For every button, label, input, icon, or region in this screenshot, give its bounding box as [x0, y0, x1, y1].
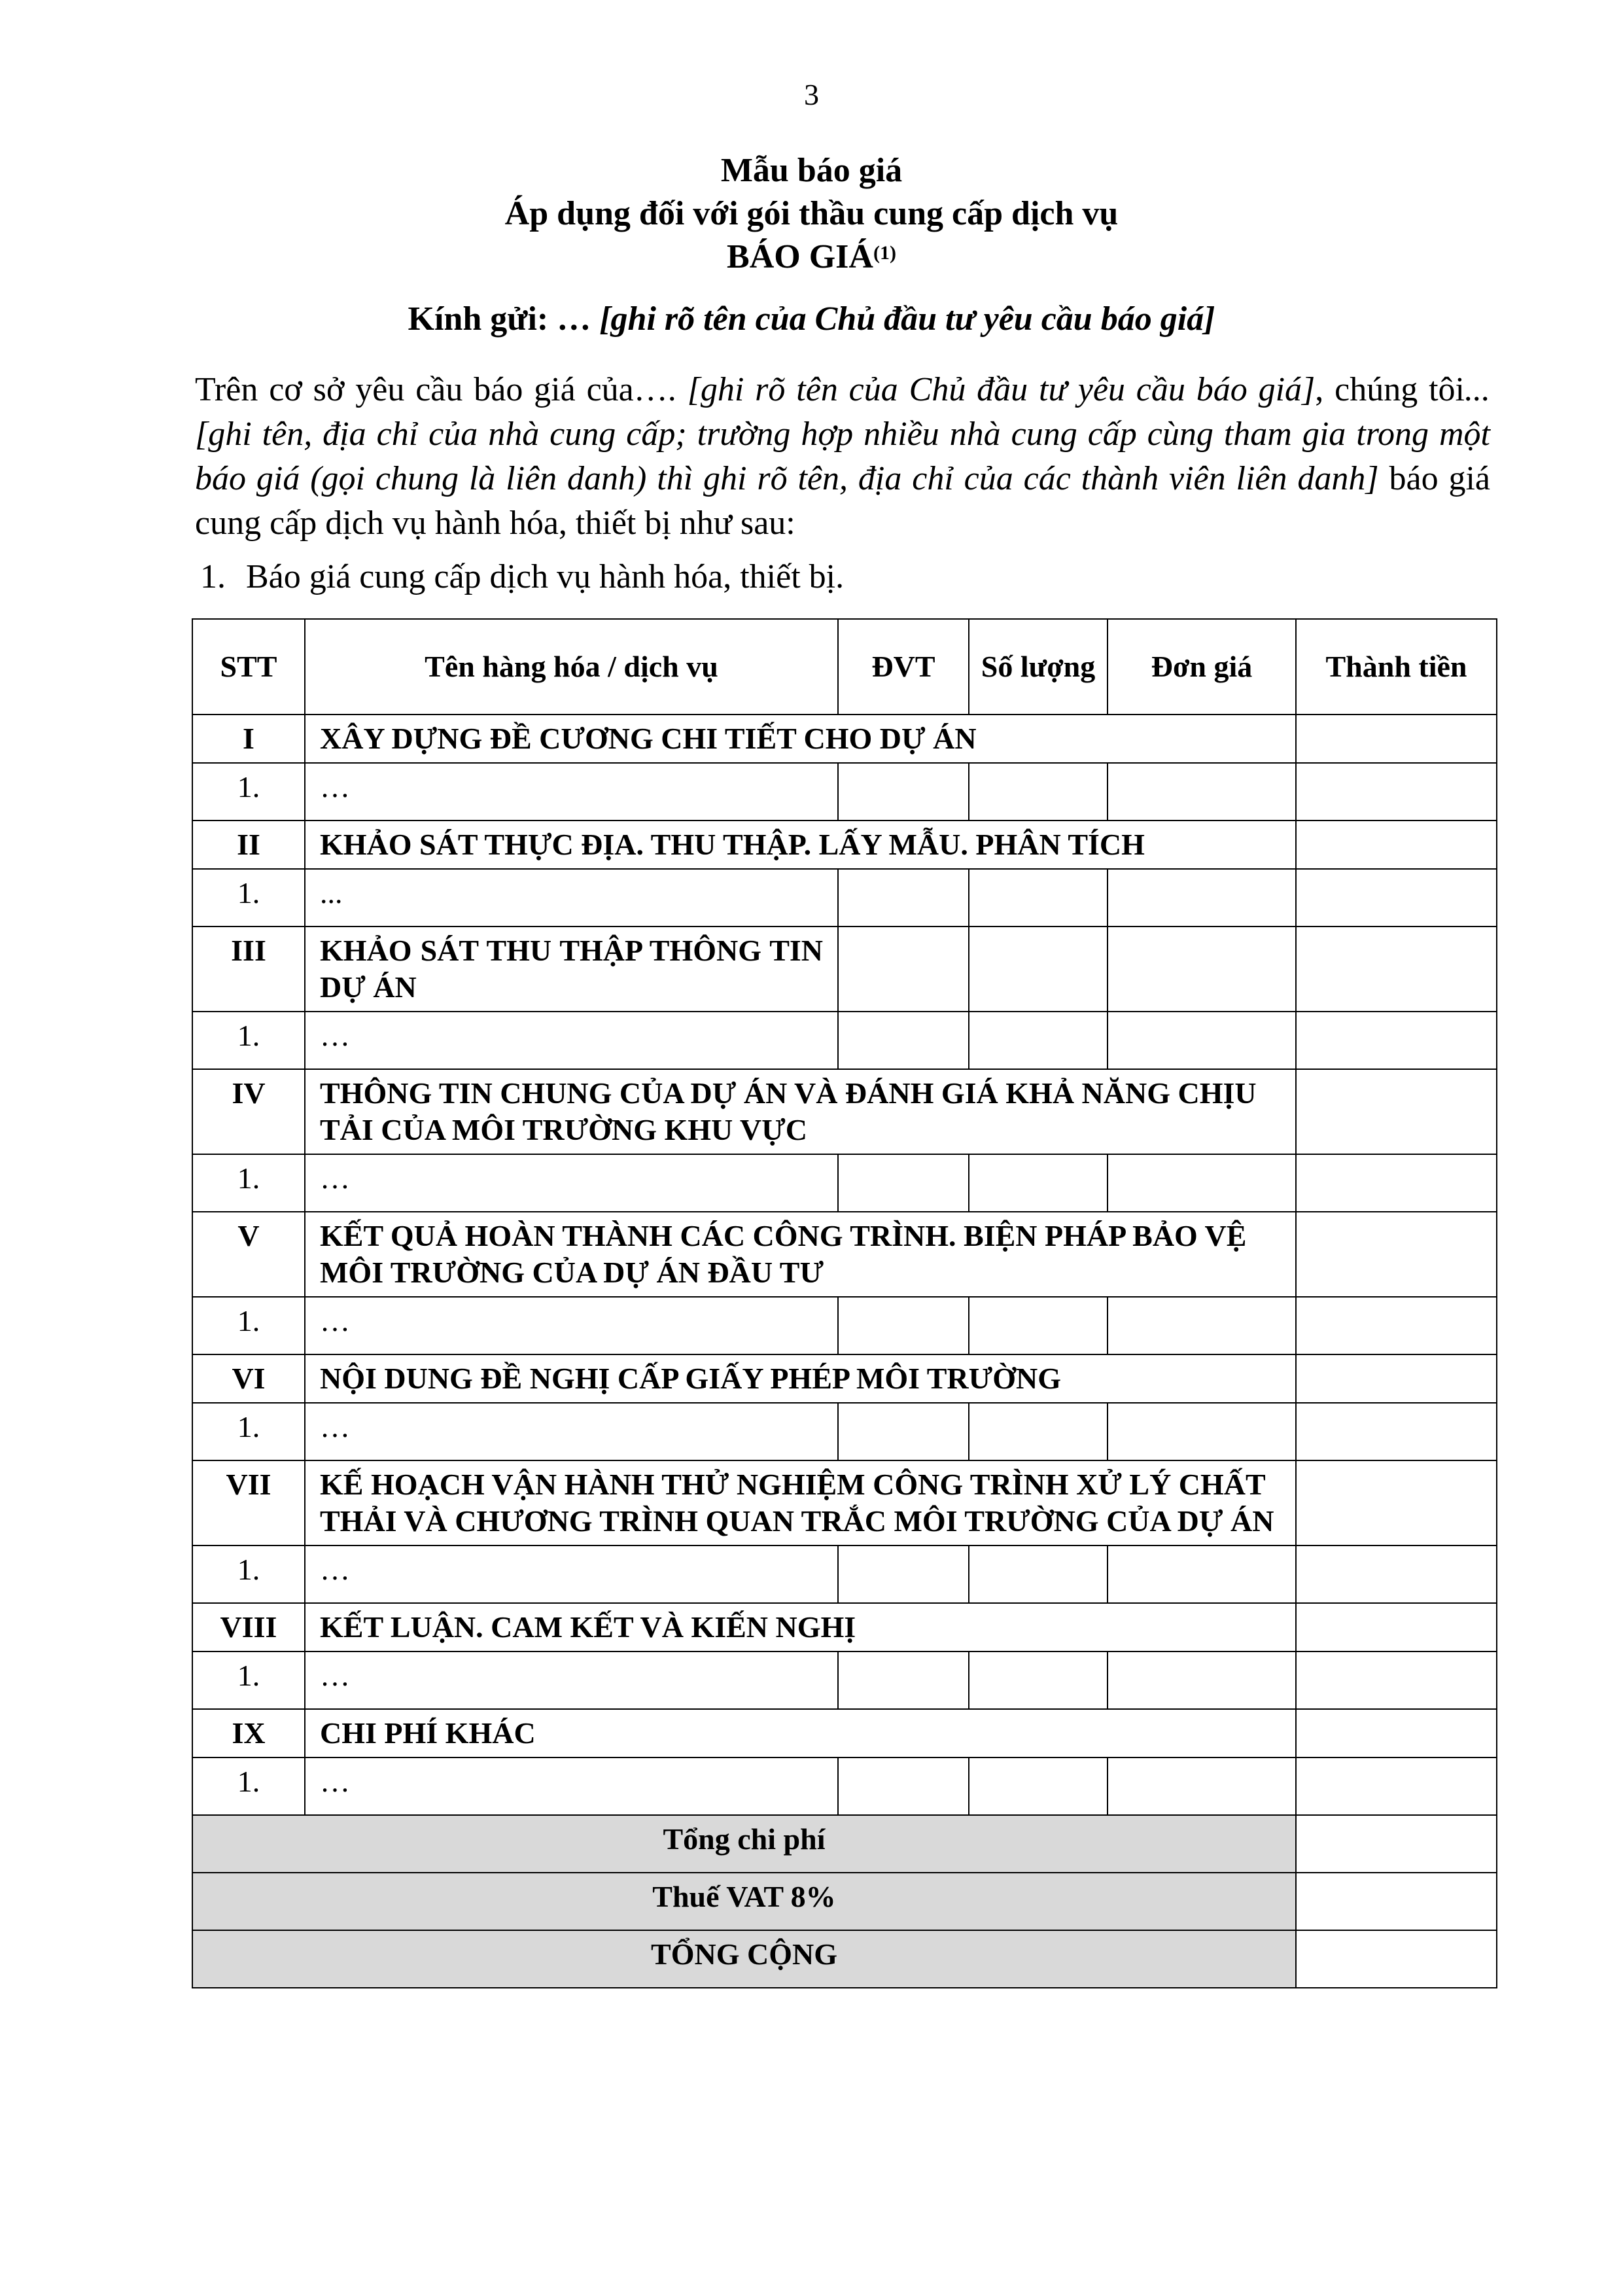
cell-price[interactable]: [1108, 1012, 1296, 1069]
row-name: KẾT LUẬN. CAM KẾT VÀ KIẾN NGHỊ: [305, 1603, 1296, 1651]
cell-unit[interactable]: [838, 763, 969, 821]
cell-price[interactable]: [1108, 1154, 1296, 1212]
row-name: …: [305, 1297, 838, 1354]
cell-qty[interactable]: [969, 1154, 1108, 1212]
row-stt: 1.: [192, 1297, 305, 1354]
cell-unit[interactable]: [838, 1012, 969, 1069]
grand-total-amount[interactable]: [1296, 1930, 1497, 1988]
cell-qty[interactable]: [969, 1297, 1108, 1354]
intro-placeholder-1: [ghi rõ tên của Chủ đầu tư yêu cầu báo giá]: [687, 371, 1316, 408]
cell-amount[interactable]: [1296, 821, 1497, 869]
table-row: [192, 1545, 1497, 1603]
row-stt: V: [192, 1212, 305, 1297]
table-row: [192, 1012, 1497, 1069]
cell-amount[interactable]: [1296, 869, 1497, 927]
cell-unit[interactable]: [838, 1297, 969, 1354]
row-name: KHẢO SÁT THU THẬP THÔNG TIN DỰ ÁN: [305, 927, 838, 1012]
section-number: 1.: [200, 558, 226, 595]
row-stt: 1.: [192, 869, 305, 927]
cell-amount[interactable]: [1296, 1545, 1497, 1603]
table-row: [192, 1354, 1497, 1403]
row-stt: IV: [192, 1069, 305, 1154]
cell-amount[interactable]: [1296, 1651, 1497, 1709]
table-row: [192, 1154, 1497, 1212]
table-row: [192, 763, 1497, 821]
intro-text-3: báo giá cung cấp dịch vụ hành hóa, thiết bị như sau:: [195, 460, 1490, 542]
row-name: KẾ HOẠCH VẬN HÀNH THỬ NGHIỆM CÔNG TRÌNH XỬ LÝ CHẤT THẢI VÀ CHƯƠNG TRÌNH QUAN TRẮC MÔI TRƯỜNG CỦA DỰ ÁN: [305, 1460, 1296, 1545]
cell-qty[interactable]: [969, 1403, 1108, 1460]
row-stt: I: [192, 715, 305, 763]
document-heading-text: BÁO GIÁ: [727, 238, 873, 275]
subtotal-row: [192, 1815, 1497, 1873]
section-title: Báo giá cung cấp dịch vụ hành hóa, thiết bị.: [246, 558, 845, 595]
table-row: [192, 821, 1497, 869]
row-name: …: [305, 1012, 838, 1069]
row-name: …: [305, 1757, 838, 1815]
table-row: [192, 1460, 1497, 1545]
cell-qty[interactable]: [969, 1545, 1108, 1603]
cell-amount[interactable]: [1296, 1297, 1497, 1354]
quotation-table: [192, 618, 1497, 1988]
row-name: …: [305, 1154, 838, 1212]
cell-qty[interactable]: [969, 927, 1108, 1012]
table-row: [192, 1603, 1497, 1651]
document-heading: [0, 236, 1623, 279]
intro-placeholder-2: ...[ghi tên, địa chỉ của nhà cung cấp; trường hợp nhiều nhà cung cấp cùng tham gia trong một báo giá (gọi chung là liên danh) thì ghi rõ tên, địa chỉ của các thành viên liên danh]: [195, 371, 1490, 497]
row-stt: VII: [192, 1460, 305, 1545]
cell-qty[interactable]: [969, 763, 1108, 821]
cell-price[interactable]: [1108, 1651, 1296, 1709]
row-stt: 1.: [192, 1154, 305, 1212]
row-name: KẾT QUẢ HOÀN THÀNH CÁC CÔNG TRÌNH. BIỆN PHÁP BẢO VỆ MÔI TRƯỜNG CỦA DỰ ÁN ĐẦU TƯ: [305, 1212, 1296, 1297]
row-name: …: [305, 763, 838, 821]
cell-unit[interactable]: [838, 1651, 969, 1709]
page-number: 3: [804, 78, 819, 111]
table-row: [192, 1651, 1497, 1709]
cell-amount[interactable]: [1296, 715, 1497, 763]
row-stt: VI: [192, 1354, 305, 1403]
table-row: [192, 715, 1497, 763]
row-stt: 1.: [192, 1012, 305, 1069]
cell-qty[interactable]: [969, 869, 1108, 927]
vat-label: Thuế VAT 8%: [192, 1873, 1296, 1930]
table-row: [192, 1757, 1497, 1815]
form-title: Mẫu báo giá: [720, 152, 903, 189]
table-row: [192, 1297, 1497, 1354]
header-name: Tên hàng hóa / dịch vụ: [305, 619, 838, 715]
cell-amount[interactable]: [1296, 1757, 1497, 1815]
cell-amount[interactable]: [1296, 1154, 1497, 1212]
row-stt: 1.: [192, 1757, 305, 1815]
row-name: CHI PHÍ KHÁC: [305, 1709, 1296, 1757]
row-name: XÂY DỰNG ĐỀ CƯƠNG CHI TIẾT CHO DỰ ÁN: [305, 715, 1296, 763]
row-stt: III: [192, 927, 305, 1012]
row-stt: VIII: [192, 1603, 305, 1651]
row-stt: II: [192, 821, 305, 869]
row-name: ...: [305, 869, 838, 927]
row-name: KHẢO SÁT THỰC ĐỊA. THU THẬP. LẤY MẪU. PHÂN TÍCH: [305, 821, 1296, 869]
header-price: Đơn giá: [1108, 619, 1296, 715]
row-stt: 1.: [192, 1545, 305, 1603]
cell-price[interactable]: [1108, 1545, 1296, 1603]
table-row: [192, 1069, 1497, 1154]
cell-price[interactable]: [1108, 763, 1296, 821]
row-stt: 1.: [192, 1403, 305, 1460]
row-name: NỘI DUNG ĐỀ NGHỊ CẤP GIẤY PHÉP MÔI TRƯỜNG: [305, 1354, 1296, 1403]
cell-amount[interactable]: [1296, 1403, 1497, 1460]
intro-text-1: Trên cơ sở yêu cầu báo giá của….: [195, 371, 688, 408]
cell-price[interactable]: [1108, 869, 1296, 927]
row-name: THÔNG TIN CHUNG CỦA DỰ ÁN VÀ ĐÁNH GIÁ KHẢ NĂNG CHỊU TẢI CỦA MÔI TRƯỜNG KHU VỰC: [305, 1069, 1296, 1154]
cell-price[interactable]: [1108, 1403, 1296, 1460]
header-qty: Số lượng: [969, 619, 1108, 715]
title-block: [0, 149, 1623, 279]
cell-amount[interactable]: [1296, 1460, 1497, 1545]
cell-amount[interactable]: [1296, 1354, 1497, 1403]
recipient-label: Kính gửi: …: [408, 300, 591, 338]
row-stt: IX: [192, 1709, 305, 1757]
cell-unit[interactable]: [838, 1545, 969, 1603]
form-subtitle: Áp dụng đối với gói thầu cung cấp dịch vụ: [504, 195, 1119, 232]
cell-qty[interactable]: [969, 1651, 1108, 1709]
header-unit: ĐVT: [838, 619, 969, 715]
table-row: [192, 927, 1497, 1012]
cell-qty[interactable]: [969, 1012, 1108, 1069]
section-heading: [200, 557, 844, 596]
cell-unit[interactable]: [838, 1403, 969, 1460]
cell-amount[interactable]: [1296, 763, 1497, 821]
grand-total-row: [192, 1930, 1497, 1988]
recipient-placeholder: [ghi rõ tên của Chủ đầu tư yêu cầu báo giá]: [599, 300, 1215, 338]
table-row: [192, 1212, 1497, 1297]
row-stt: 1.: [192, 763, 305, 821]
cell-amount[interactable]: [1296, 927, 1497, 1012]
cell-unit[interactable]: [838, 869, 969, 927]
table-row: [192, 869, 1497, 927]
cell-qty[interactable]: [969, 1757, 1108, 1815]
subtotal-label: Tổng chi phí: [192, 1815, 1296, 1873]
vat-amount[interactable]: [1296, 1873, 1497, 1930]
row-stt: 1.: [192, 1651, 305, 1709]
cell-unit[interactable]: [838, 1154, 969, 1212]
cell-amount[interactable]: [1296, 1012, 1497, 1069]
row-name: …: [305, 1403, 838, 1460]
cell-unit[interactable]: [838, 1757, 969, 1815]
header-total: Thành tiền: [1296, 619, 1497, 715]
grand-total-label: TỔNG CỘNG: [192, 1930, 1296, 1988]
row-name: …: [305, 1651, 838, 1709]
table-row: [192, 1709, 1497, 1757]
cell-price[interactable]: [1108, 1297, 1296, 1354]
subtotal-amount[interactable]: [1296, 1815, 1497, 1873]
row-name: …: [305, 1545, 838, 1603]
cell-unit[interactable]: [838, 927, 969, 1012]
vat-row: [192, 1873, 1497, 1930]
intro-text-2: , chúng tôi: [1315, 371, 1465, 408]
cell-price[interactable]: [1108, 1757, 1296, 1815]
cell-price[interactable]: [1108, 927, 1296, 1012]
recipient-line: [0, 300, 1623, 338]
cell-amount[interactable]: [1296, 1709, 1497, 1757]
intro-paragraph: [195, 368, 1490, 546]
cell-amount[interactable]: [1296, 1212, 1497, 1297]
footnote-marker: (1): [873, 242, 896, 264]
table-header-row: [192, 619, 1497, 715]
header-stt: STT: [192, 619, 305, 715]
cell-amount[interactable]: [1296, 1603, 1497, 1651]
cell-amount[interactable]: [1296, 1069, 1497, 1154]
table-row: [192, 1403, 1497, 1460]
